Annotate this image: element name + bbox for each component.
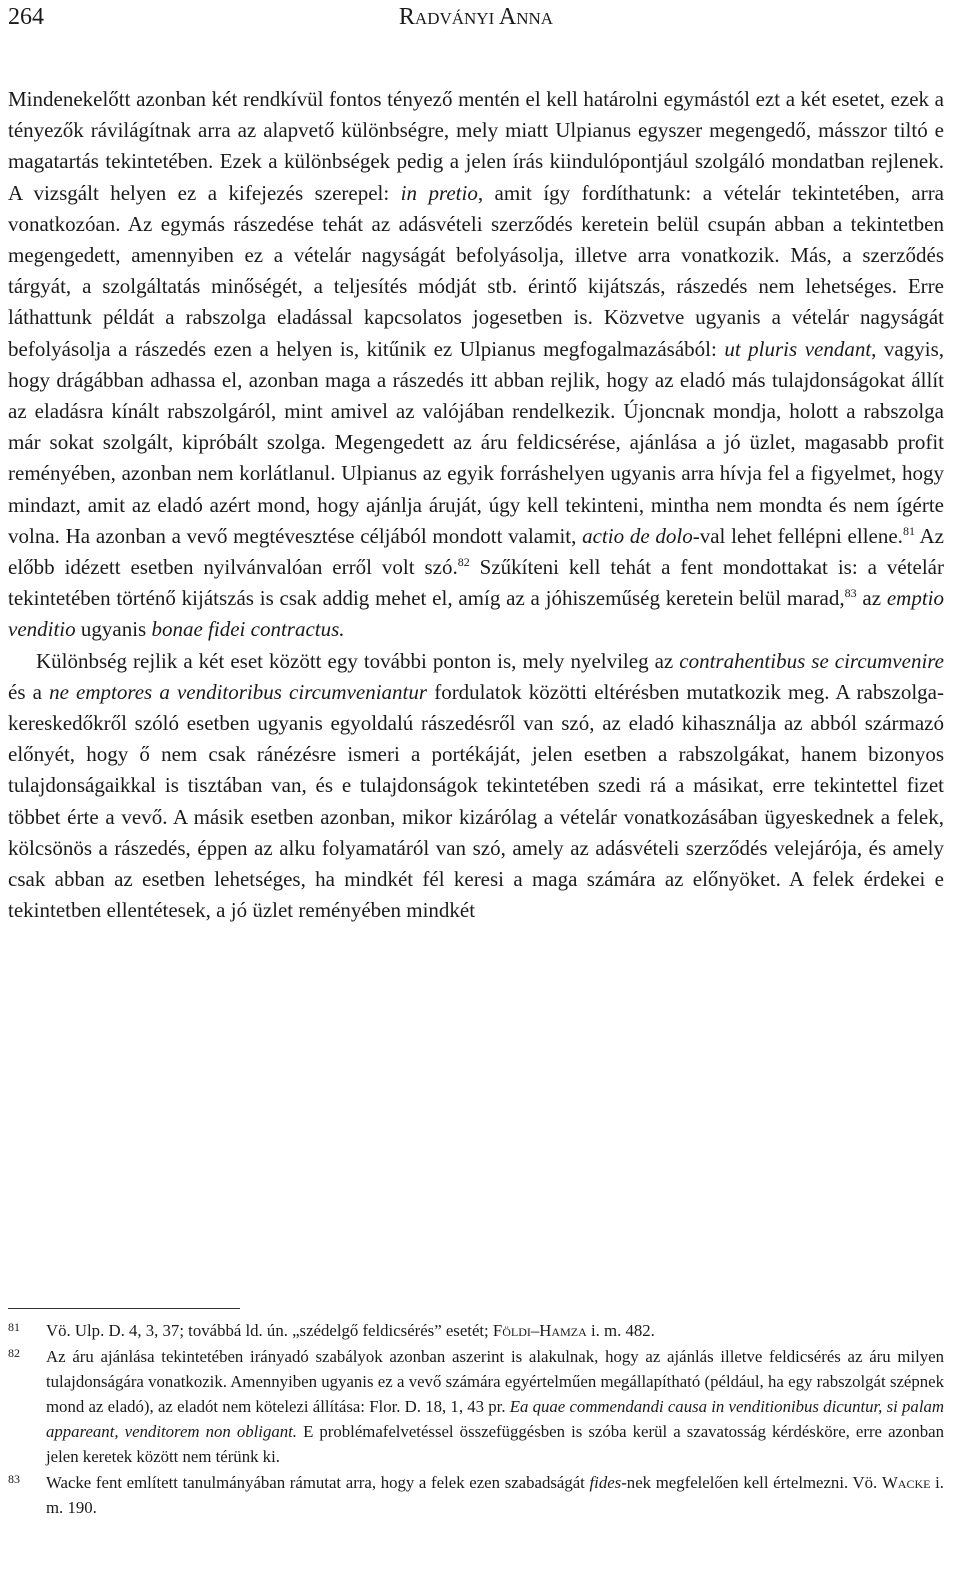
footnote-number: 81 (8, 1320, 20, 1334)
footnote-text: i. m. 190. (46, 1473, 944, 1517)
text-run: , amit így fordíthatunk: a vételár tekintetében, arra vonatkozóan. Az egymás rászedése tehát az adásvételi szerződés keretein belül csupán abban a tekintetben megengedett, amennyiben ez a vételár nagyságát befolyásolja, illetve arra vonatkozik. Más, a szerződés tárgyát, a szolgáltatás minőségét, a teljesítés módját stb. érintő kijátszás, rászedés nem lehetséges. Erre láthattunk példát a rabszolga eladással kapcsolatos jogesetben is. Közvetve ugyanis a vételár nagyságát befolyásolja a rászedés ezen a helyen is, kitűnik ez Ulpianus megfogalmazásából: (8, 180, 945, 361)
footnote-ref[interactable]: 81 (902, 523, 915, 538)
footnote-text: -nek megfelelően kell értelmezni. Vö. (621, 1473, 882, 1492)
footnote-text: Vö. Ulp. D. 4, 3, 37; továbbá ld. ún. „szédelgő feldicsérés” esetét; (46, 1321, 493, 1340)
footnote-text: i. m. 482. (586, 1321, 655, 1340)
author-name: Földi–Hamza (492, 1321, 587, 1340)
text-run: Szűkíteni kell tehát a fent mondottakat is: a vételár tekintetében történő kijátszás is csak addig mehet el, amíg az a jóhiszeműség keretein belül marad, (8, 555, 944, 611)
latin-term: actio de dolo (582, 523, 693, 548)
text-run: Az előbb idézett esetben nyilvánvalóan erről volt szó. (8, 523, 945, 580)
footnote-ref[interactable]: 82 (457, 555, 470, 570)
author-name: Wacke (881, 1473, 931, 1492)
latin-term: fides (589, 1473, 622, 1492)
latin-term: bonae fidei contractus. (151, 617, 345, 642)
text-run: , vagyis, hogy drágábban adhassa el, azonban maga a rászedés itt abban rejlik, hogy az eladó más tulajdonságokat állít az eladásra kínált rabszolgáról, mint amivel az valójában rendelkezik. Újoncnak mondja, holott a rabszolga már sokat szolgált, kipróbált szolga. Megengedett az áru feldicsérése, ajánlása a jó üzlet, magasabb profit reményében, azonban nem korlátlanul. Ulpianus az egyik forráshelyen ugyanis arra hívja fel a figyelmet, hogy mindazt, amit az eladó azért mond, hogy ajánlja áruját, úgy kell tekinteni, mintha nem mondta és nem ígérte volna. Ha azonban a vevő megtévesztése céljából mondott valamit, (8, 336, 945, 548)
page-number: 264 (8, 4, 44, 30)
footnote-number: 82 (8, 1346, 20, 1360)
footnote (8, 1470, 944, 1520)
footnote-text: E problémafelvetéssel összefüggésben is szóba kerül a szavatosság kérdésköre, erre azonban jelen keretek között nem térünk ki. (46, 1422, 944, 1466)
footnotes (8, 1318, 944, 1521)
text-run: -val lehet fellépni ellene. (692, 523, 903, 548)
footnote-ref[interactable]: 83 (844, 586, 857, 601)
latin-term: contrahentibus se circumvenire (679, 648, 944, 673)
paragraph (8, 84, 944, 646)
footnote-text: Az áru ajánlása tekintetében irányadó szabályok azonban aszerint is alakulnak, hogy az ajánlás illetve feldicsérés az áru milyen tulajdonságára vonatkozik. Amennyiben ugyanis ez a vevő számára egyértelműen megállapítható (például, ha egy rabszolgát szépnek mond az eladó), az eladót nem kötelezi állítása: Flor. D. 18, 1, 43 pr. (46, 1347, 944, 1416)
text-run: és a (8, 679, 50, 704)
text-run: Mindenekelőtt azonban két rendkívül fontos tényező mentén el kell határolni egymástól ezt a két esetet, ezek a tényezők rávilágítnak arra az alapvető különbségre, mely miatt Ulpianus egyszer megengedő, másszor tiltó e magatartás tekintetében. Ezek a különbségek pedig a jelen írás kiindulópontjául szolgáló mondatban rejlenek. A vizsgált helyen ez a kifejezés szerepel: (8, 87, 944, 205)
footnote-number: 83 (8, 1472, 20, 1486)
footnote (8, 1318, 944, 1343)
running-head: Radványi Anna (398, 4, 554, 30)
page-header (8, 2, 944, 32)
latin-term: ut pluris vendant (724, 336, 872, 361)
text-run: ugyanis (75, 617, 152, 642)
text-run: az (856, 586, 887, 611)
latin-term: in pretio (400, 180, 478, 205)
paragraph (8, 646, 944, 927)
text-run: fordulatok közötti eltérésben mutatkozik meg. A rabszolga-kereskedőkről szóló esetben ugyanis egyoldalú rászedésről van szó, az eladó kihasználja az abból származó előnyét, hogy ő nem csak ránézésre ismeri a portékáját, jelen esetben a rabszolgákat, hanem bizonyos tulajdonságaikkal is tisztában van, és e tulajdonságok tekintetében szedi rá a másikat, erre tekintettel fizet többet érte a vevő. A másik esetben azonban, mikor kizárólag a vételár vonatkozásában ügyeskednek a felek, kölcsönös a rászedés, éppen az alku folyamatáról van szó, amely az adásvételi szerződés velejárója, és amely csak abban az esetben lehetséges, ha mindkét fél keresi a maga számára az előnyöket. A felek érdekei e tekintetben ellentétesek, a jó üzlet reményében mindkét (8, 679, 945, 923)
footnote (8, 1344, 944, 1469)
latin-term: ne emptores a venditoribus circumveniantur (49, 679, 428, 704)
footnote-separator (8, 1308, 240, 1309)
footnote-text: Wacke fent említett tanulmányában rámutat arra, hogy a felek ezen szabadságát (46, 1473, 590, 1492)
latin-term: emptio venditio (8, 586, 944, 642)
body-text (8, 84, 944, 926)
latin-quote: Ea quae commendandi causa in venditionibus dicuntur, si palam appareant, venditorem non obligant. (46, 1397, 944, 1441)
text-run: Különbség rejlik a két eset között egy további ponton is, mely nyelvileg az (36, 648, 680, 673)
